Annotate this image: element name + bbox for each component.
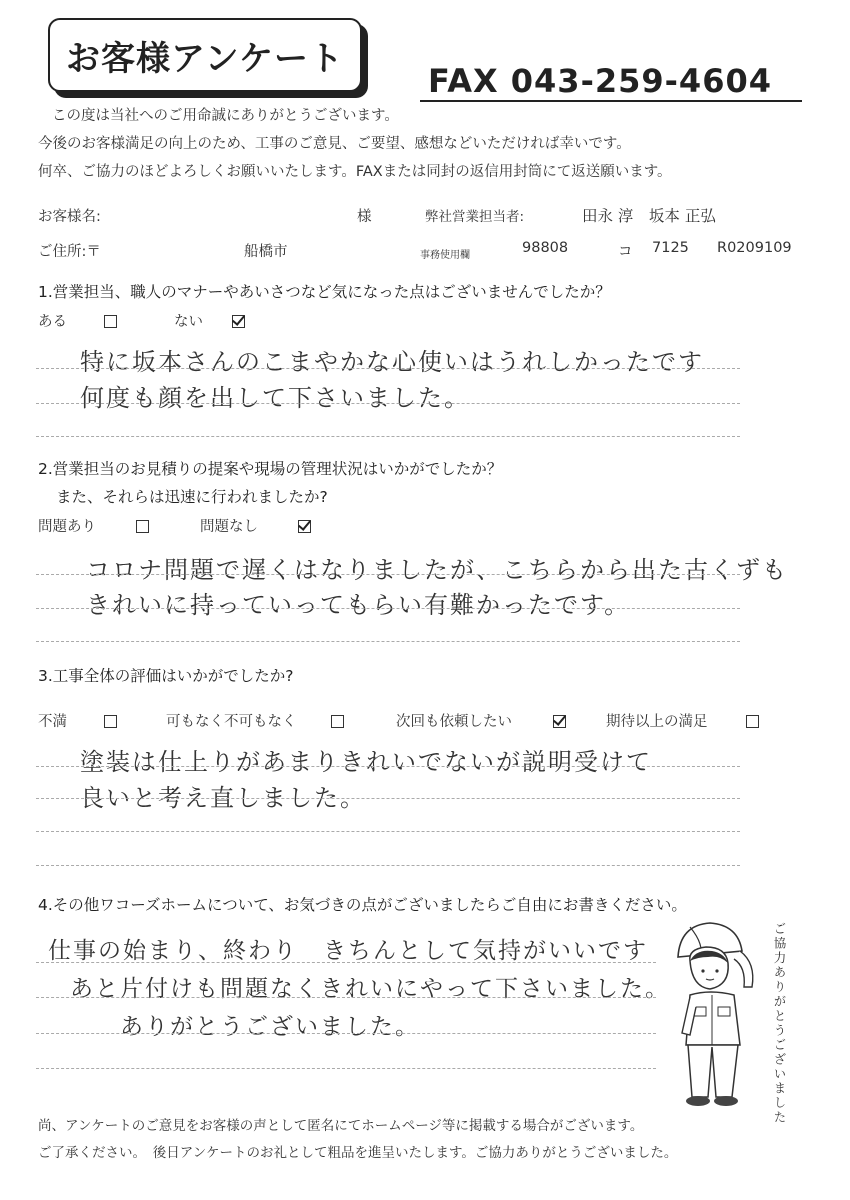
office-use-label: 事務使用欄	[420, 250, 470, 261]
answer-rule	[36, 997, 656, 998]
q3-option-3	[396, 710, 512, 731]
q3-checkbox-2[interactable]	[331, 711, 344, 730]
office-code-4: R0209109	[717, 240, 792, 256]
question-4: 4.その他ワコーズホームについて、お気づきの点がございましたらご自由にお書きください。	[38, 896, 687, 914]
answer-rule	[36, 436, 740, 437]
office-code-3: 7125	[652, 240, 689, 256]
intro-line-1: この度は当社へのご用命誠にありがとうございます。	[52, 108, 399, 124]
question-1: 1.営業担当、職人のマナーやあいさつなど気になった点はございませんでしたか？	[38, 283, 611, 301]
option-label: 問題なし	[200, 519, 258, 535]
q3-option-4	[606, 710, 708, 731]
answer-rule	[36, 1033, 656, 1034]
q1-checkbox-no[interactable]	[232, 311, 245, 330]
q3-checkbox-1[interactable]	[104, 711, 117, 730]
q2-option-problem	[38, 515, 96, 536]
question-2: 2.営業担当のお見積りの提案や現場の管理状況はいかがでしたか？	[38, 460, 503, 478]
address-city: 船橋市	[244, 244, 288, 260]
answer-rule	[36, 865, 740, 866]
q3-option-1	[38, 710, 67, 731]
office-code-2: コ	[618, 244, 633, 260]
office-code-1: 98808	[522, 240, 569, 256]
q2-option-no-problem	[200, 515, 258, 536]
answer-rule	[36, 1068, 656, 1069]
q2-checkbox-no-problem[interactable]	[298, 516, 311, 535]
q3-answer-line-2: 良いと考え直しました。	[80, 784, 366, 812]
q1-answer-line-2: 何度も顔を出して下さいました。	[80, 384, 470, 412]
footer-line-1: 尚、アンケートのご意見をお客様の声として匿名にてホームページ等に掲載する場合がございます。	[38, 1118, 644, 1134]
q2-answer-line-1: コロナ問題で遅くはなりましたが、こちらから出た古くずも	[86, 556, 788, 584]
q3-answer-line-1: 塗装は仕上りがあまりきれいでないが説明受けて	[80, 748, 652, 776]
fax-underline	[420, 100, 802, 102]
page-title: お客様アンケート	[66, 38, 344, 79]
survey-title-box	[48, 18, 362, 92]
option-label: 可もなく不可もなく	[166, 714, 297, 730]
option-label: 次回も依頼したい	[396, 714, 512, 730]
answer-rule	[36, 798, 740, 799]
option-label: 問題あり	[38, 519, 96, 535]
q3-checkbox-4[interactable]	[746, 711, 759, 730]
q4-answer-line-2: あと片付けも問題なくきれいにやって下さいました。	[70, 976, 670, 1002]
option-label: ある	[38, 314, 67, 330]
footer-line-2: ご了承ください。 後日アンケートのお礼として粗品を進呈いたします。ご協力ありがとうございました。	[38, 1145, 678, 1161]
staff-label: 弊社営業担当者:	[425, 209, 525, 225]
q3-checkbox-3[interactable]	[553, 711, 566, 730]
answer-rule	[36, 641, 740, 642]
customer-name-label: お客様名:	[38, 209, 101, 225]
option-label: ない	[174, 314, 203, 330]
q2-answer-line-2: きれいに持っていってもらい有難かったです。	[86, 591, 631, 619]
address-label: ご住所:〒	[38, 244, 101, 260]
intro-line-3: 何卒、ご協力のほどよろしくお願いいたします。FAXまたは同封の返信用封筒にて返送願います。	[38, 164, 672, 180]
q3-option-2	[166, 710, 297, 731]
question-2-sub: また、それらは迅速に行われましたか?	[56, 488, 328, 506]
q4-answer-line-3: ありがとうございました。	[120, 1014, 420, 1040]
fax-number: FAX 043-259-4604	[428, 62, 772, 100]
worker-bowing-icon	[660, 915, 770, 1115]
q1-option-no	[174, 310, 203, 331]
honorific: 様	[357, 209, 372, 225]
side-thanks-vertical: ご協力ありがとうございました	[772, 922, 787, 1125]
answer-rule	[36, 574, 740, 575]
answer-rule	[36, 608, 740, 609]
answer-rule	[36, 766, 740, 767]
answer-rule	[36, 831, 740, 832]
answer-rule	[36, 403, 740, 404]
staff-names: 田永 淳 坂本 正弘	[582, 207, 716, 225]
q1-option-yes	[38, 310, 67, 331]
question-3: 3.工事全体の評価はいかがでしたか?	[38, 667, 294, 685]
option-label: 期待以上の満足	[606, 714, 708, 730]
answer-rule	[36, 962, 656, 963]
answer-rule	[36, 368, 740, 369]
q2-checkbox-problem[interactable]	[136, 516, 149, 535]
q4-answer-line-1: 仕事の始まり、終わり きちんとして気持がいいです	[48, 938, 648, 964]
q1-checkbox-yes[interactable]	[104, 311, 117, 330]
q1-answer-line-1: 特に坂本さんのこまやかな心使いはうれしかったです	[80, 348, 704, 376]
intro-line-2: 今後のお客様満足の向上のため、工事のご意見、ご要望、感想などいただければ幸いです。	[38, 136, 631, 152]
option-label: 不満	[38, 714, 67, 730]
